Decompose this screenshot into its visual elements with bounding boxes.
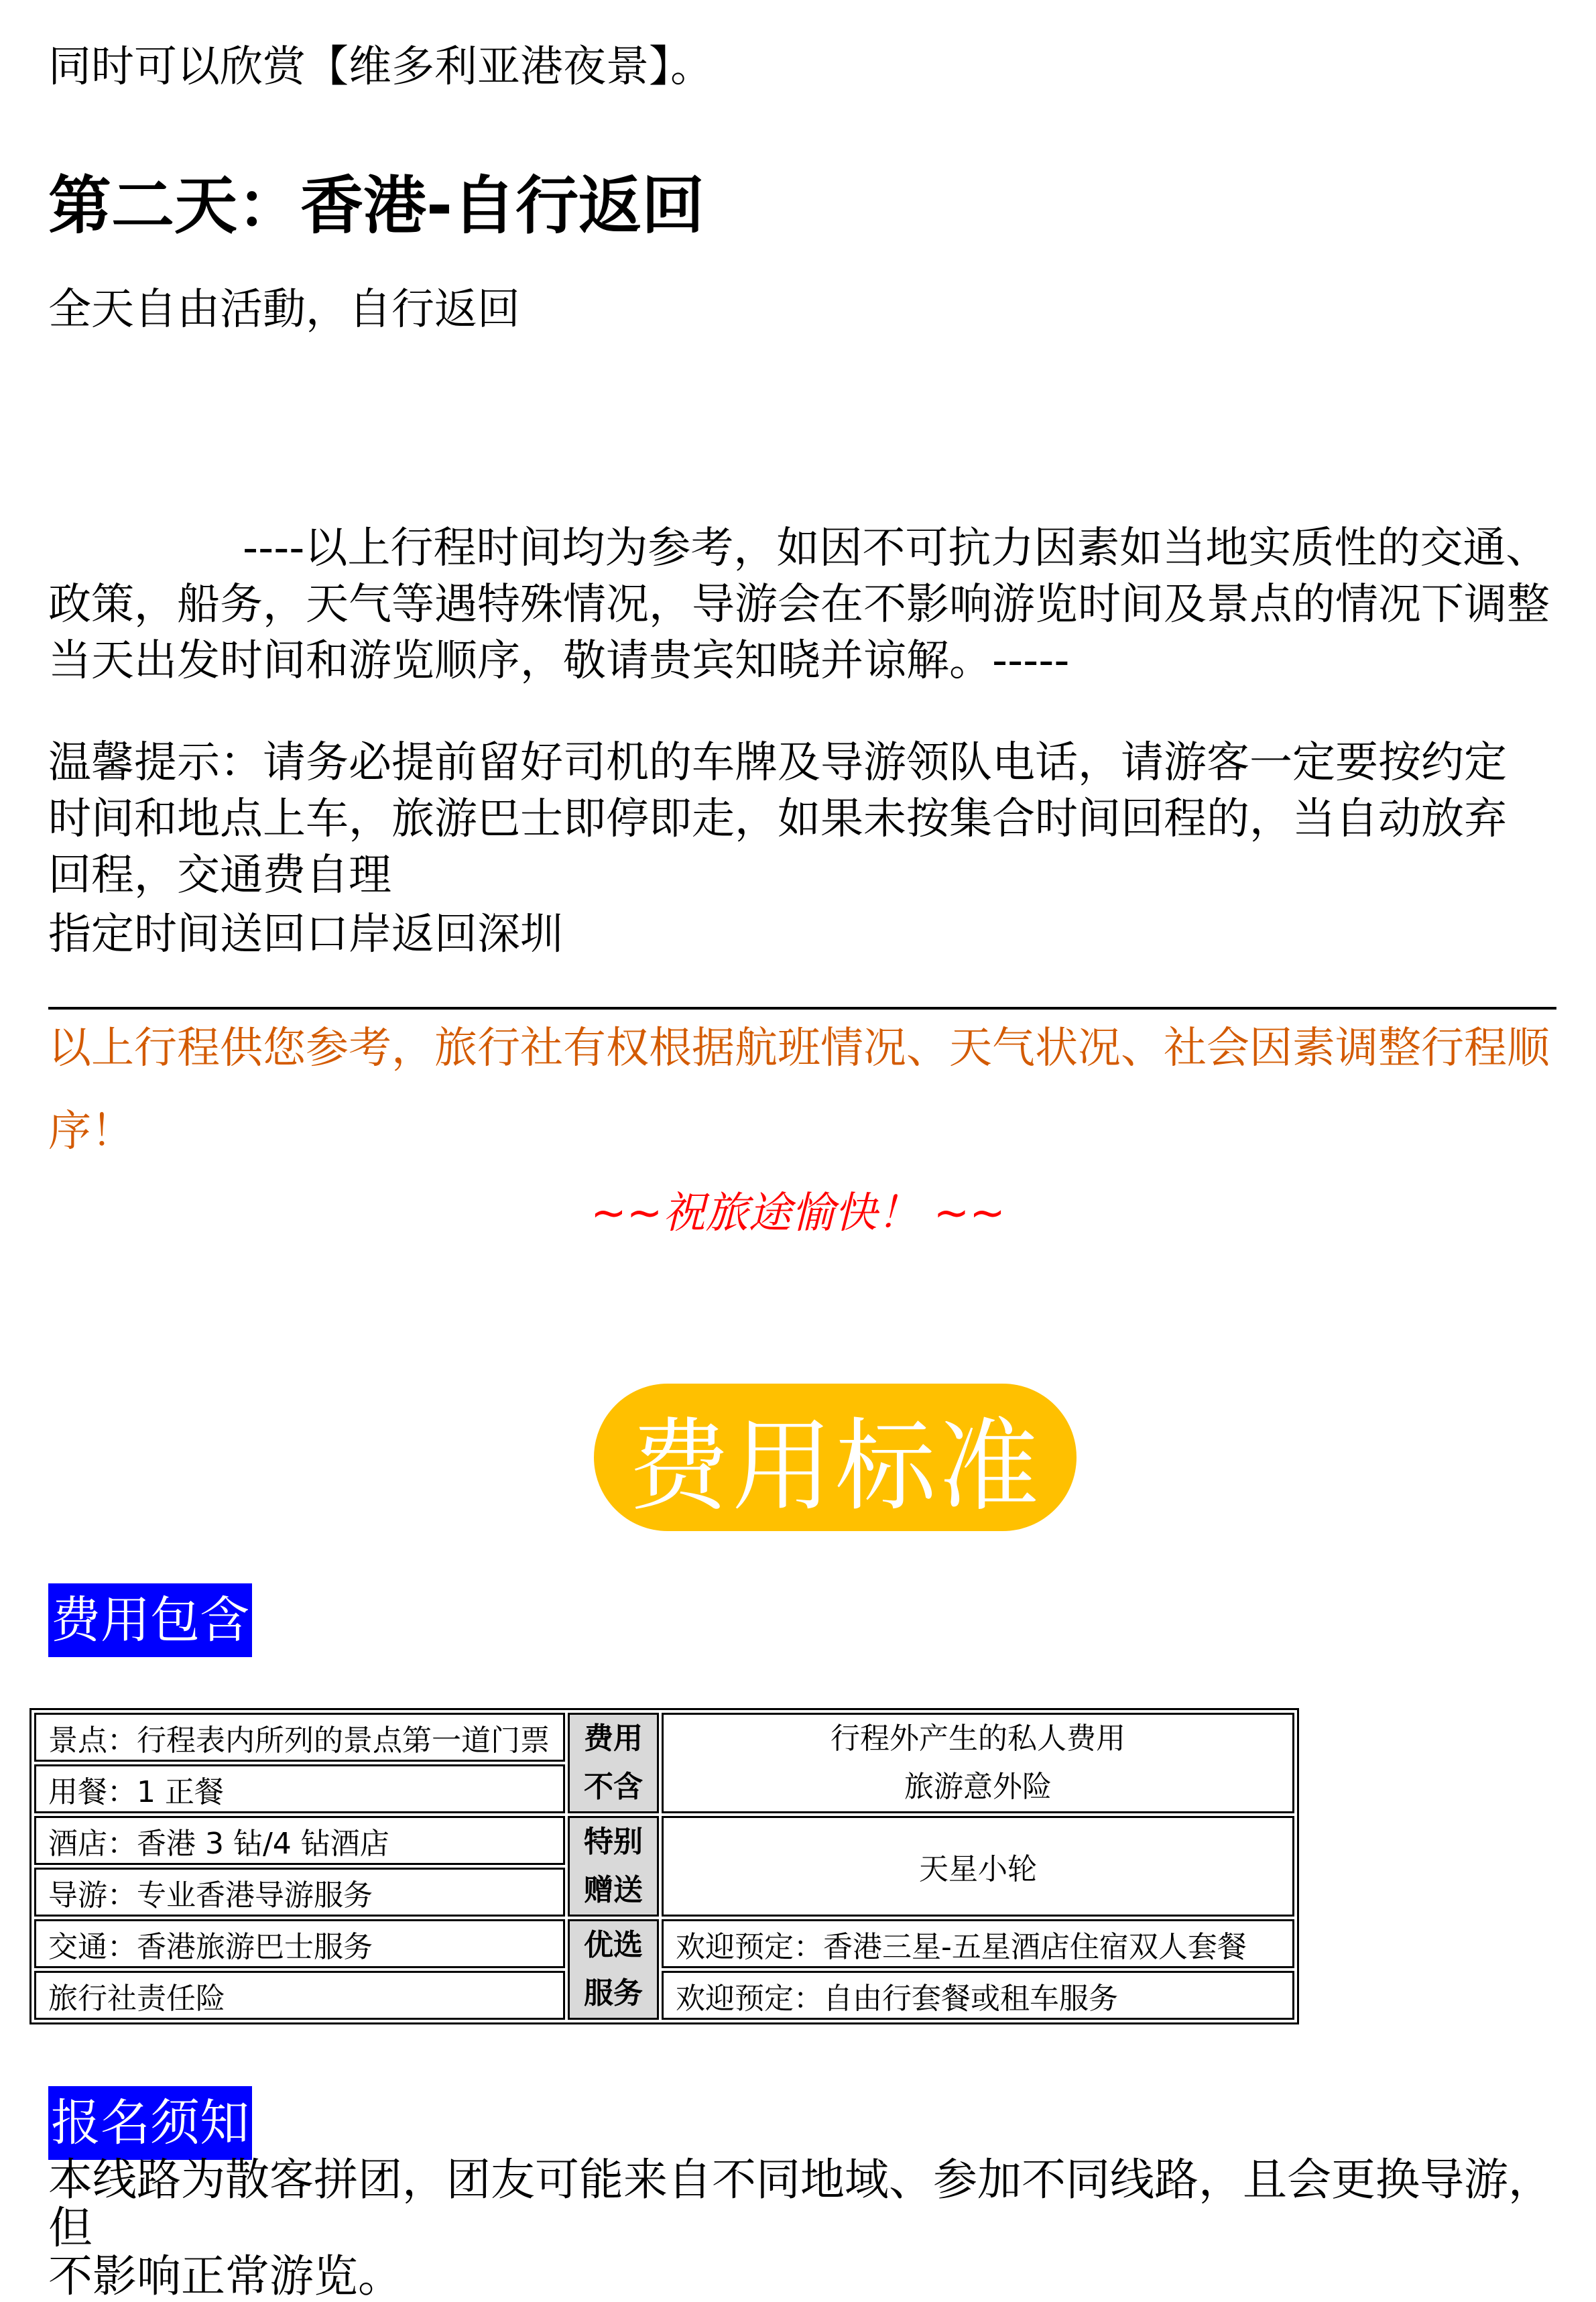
tips-line: 时间和地点上车，旅游巴士即停即走，如果未按集合时间回程的，当自动放弃 [48, 794, 1507, 844]
header-line: 优选 [584, 1928, 643, 1962]
include-cell: 交通：香港旅游巴士服务 [34, 1919, 565, 1968]
fee-table [29, 1708, 1299, 2024]
include-cell: 用餐：1 正餐 [34, 1764, 565, 1813]
wish-text: ~~祝旅途愉快！ ~~ [591, 1189, 1005, 1238]
header-line: 赠送 [584, 1873, 643, 1907]
return-line: 指定时间送回口岸返回深圳 [48, 910, 563, 959]
service-cell: 欢迎预定：自由行套餐或租车服务 [662, 1971, 1294, 2020]
notice-line: 序！ [48, 1107, 134, 1156]
disclaimer-line: 政策，船务，天气等遇特殊情况，导游会在不影响游览时间及景点的情况下调整 [48, 580, 1550, 629]
header-line: 费用 [584, 1721, 643, 1756]
tips-line: 回程，交通费自理 [48, 851, 391, 900]
table-row [34, 1713, 1294, 1762]
service-header [568, 1919, 659, 2020]
warm-tips [48, 735, 1563, 904]
exclude-cell [662, 1713, 1294, 1813]
notice-line: 以上行程供您参考，旅行社有权根据航班情况、天气状况、社会因素调整行程顺 [48, 1024, 1550, 1073]
header-line: 服务 [584, 1976, 643, 2010]
service-cell: 欢迎预定：香港三星-五星酒店住宿双人套餐 [662, 1919, 1294, 1968]
include-cell: 导游：专业香港导游服务 [34, 1868, 565, 1917]
exclude-item: 行程外产生的私人费用 [831, 1721, 1125, 1756]
fee-include-tag: 费用包含 [48, 1583, 252, 1657]
itinerary-disclaimer [48, 520, 1563, 689]
gift-cell: 天星小轮 [662, 1816, 1294, 1917]
include-cell: 景点：行程表内所列的景点第一道门票 [34, 1713, 565, 1762]
exclude-header [568, 1713, 659, 1813]
table-row [34, 1816, 1294, 1865]
header-line: 特别 [584, 1825, 643, 1859]
tips-line: 温馨提示：请务必提前留好司机的车牌及导游领队电话，请游客一定要按约定 [48, 738, 1507, 788]
signup-text [48, 2156, 1570, 2301]
day2-desc: 全天自由活動，自行返回 [48, 285, 520, 335]
header-line: 不含 [584, 1770, 643, 1804]
fee-standard-banner: 费用标准 [594, 1384, 1077, 1531]
itinerary-notice [48, 1007, 1563, 1173]
include-cell: 酒店：香港 3 钻/4 钻酒店 [34, 1816, 565, 1865]
include-cell: 旅行社责任险 [34, 1971, 565, 2020]
table-row [34, 1919, 1294, 1968]
intro-line: 同时可以欣赏【维多利亚港夜景】。 [48, 42, 713, 92]
signup-line: 不影响正常游览。 [48, 2250, 402, 2302]
signup-tag: 报名须知 [48, 2086, 252, 2160]
disclaimer-line: ----以上行程时间均为参考，如因不可抗力因素如当地实质性的交通、 [243, 524, 1549, 573]
table-row [34, 1971, 1294, 2020]
disclaimer-line: 当天出发时间和游览顺序，敬请贵宾知晓并谅解。----- [48, 636, 1070, 686]
day2-title: 第二天：香港-自行返回 [48, 170, 705, 243]
signup-line: 本线路为散客拼团，团友可能来自不同地域、参加不同线路，且会更换导游，但 [48, 2154, 1552, 2254]
gift-header [568, 1816, 659, 1917]
exclude-item: 旅游意外险 [904, 1770, 1052, 1804]
